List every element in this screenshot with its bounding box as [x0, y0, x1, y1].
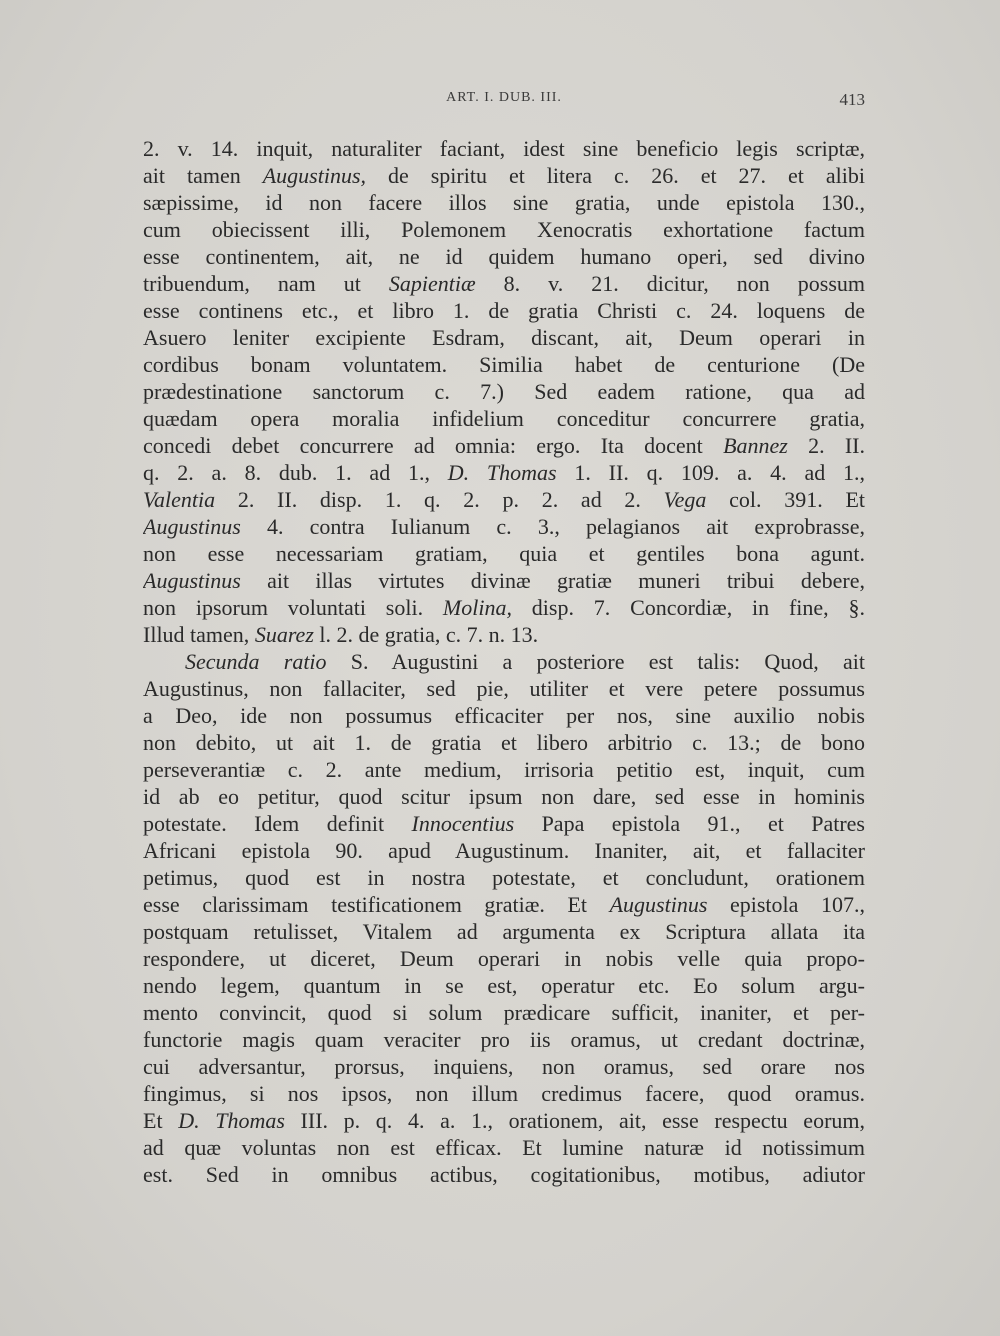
text-line: [143, 216, 865, 243]
italic-citation: D. Thomas: [447, 460, 557, 485]
text-line: [143, 567, 865, 594]
text-line: [143, 972, 865, 999]
text-segment: III. p. q. 4. a. 1., orationem, ait, esse respectu eorum,: [284, 1108, 865, 1133]
text-line: [143, 297, 865, 324]
text-segment: S. Augustini a posteriore est talis: Quod, ait: [326, 649, 865, 674]
text-segment: non ipsorum voluntati soli.: [143, 595, 443, 620]
text-segment: Papa epistola 91., et Patres: [514, 811, 865, 836]
text-segment: 2. v. 14. inquit, naturaliter faciant, idest sine beneficio legis scriptæ,: [143, 136, 865, 161]
italic-citation: Secunda ratio: [185, 649, 327, 674]
text-segment: epistola 107.,: [707, 892, 865, 917]
page-number: 413: [839, 90, 865, 109]
text-segment: de spiritu et litera c. 26. et 27. et alibi: [366, 163, 865, 188]
text-segment: petimus, quod est in nostra potestate, et concludunt, orationem: [143, 865, 865, 890]
text-line: [143, 1107, 865, 1134]
text-segment: est. Sed in omnibus actibus, cogitationibus, motibus, adiutor: [143, 1162, 865, 1187]
text-segment: esse continentem, ait, ne id quidem humano operi, sed divino: [143, 244, 865, 269]
text-segment: 2. II. disp. 1. q. 2. p. 2. ad 2.: [215, 487, 664, 512]
text-segment: cordibus bonam voluntatem. Similia habet de centurione (De: [143, 352, 865, 377]
text-line: [143, 1053, 865, 1080]
text-segment: concedi debet concurrere ad omnia: ergo. Ita docent: [143, 433, 724, 458]
text-segment: esse clarissimam testificationem gratiæ. Et: [143, 892, 610, 917]
text-line: [143, 459, 865, 486]
text-line: [143, 648, 865, 675]
text-segment: Augustinus, non fallaciter, sed pie, utiliter et vere petere possumus: [143, 676, 865, 701]
text-segment: perseverantiæ c. 2. ante medium, irrisoria petitio est, inquit, cum: [143, 757, 865, 782]
text-segment: 1. II. q. 109. a. 4. ad 1.,: [556, 460, 865, 485]
text-segment: quædam opera moralia infidelium conceditur concurrere gratia,: [143, 406, 865, 431]
italic-citation: Sapientiæ: [388, 271, 476, 296]
text-line: [143, 270, 865, 297]
text-line: [143, 1134, 865, 1161]
italic-citation: Bannez: [723, 433, 788, 458]
text-segment: ad quæ voluntas non est efficax. Et lumine naturæ id notissimum: [143, 1135, 865, 1160]
text-line: [143, 351, 865, 378]
text-segment: non debito, ut ait 1. de gratia et libero arbitrio c. 13.; de bono: [143, 730, 865, 755]
text-line: [143, 540, 865, 567]
text-segment: 8. v. 21. dicitur, non possum: [475, 271, 865, 296]
text-segment: cui adversantur, prorsus, inquiens, non oramus, sed orare nos: [143, 1054, 865, 1079]
text-segment: non esse necessariam gratiam, quia et gentiles bona agunt.: [143, 541, 865, 566]
italic-citation: Valentia: [143, 487, 216, 512]
text-segment: respondere, ut diceret, Deum operari in nobis velle quia propo-: [143, 946, 865, 971]
text-line: [143, 729, 865, 756]
text-line: [143, 891, 865, 918]
text-line: [143, 675, 865, 702]
text-segment: sæpissime, id non facere illos sine gratia, unde epistola 130.,: [143, 190, 865, 215]
text-line: [143, 837, 865, 864]
text-line: [143, 756, 865, 783]
italic-citation: D. Thomas: [178, 1108, 285, 1133]
text-segment: disp. 7. Concordiæ, in fine, §.: [511, 595, 865, 620]
text-line: [143, 243, 865, 270]
text-line: [143, 702, 865, 729]
text-line: [143, 594, 865, 621]
text-line: [143, 1080, 865, 1107]
text-line: [143, 864, 865, 891]
text-segment: fingimus, si nos ipsos, non illum credimus facere, quod oramus.: [143, 1081, 865, 1106]
text-line: [143, 405, 865, 432]
text-segment: id ab eo petitur, quod scitur ipsum non dare, sed esse in hominis: [143, 784, 865, 809]
text-segment: Et: [143, 1108, 179, 1133]
italic-citation: Augustinus,: [262, 163, 367, 188]
text-segment: nendo legem, quantum in se est, operatur etc. Eo solum argu-: [143, 973, 865, 998]
text-segment: q. 2. a. 8. dub. 1. ad 1.,: [143, 460, 448, 485]
italic-citation: Augustinus: [143, 514, 241, 539]
text-segment: mento convincit, quod si solum prædicare sufficit, inaniter, et per-: [143, 1000, 865, 1025]
italic-citation: Suarez: [254, 622, 314, 647]
text-segment: Africani epistola 90. apud Augustinum. Inaniter, ait, et fallaciter: [143, 838, 865, 863]
text-segment: l. 2. de gratia, c. 7. n. 13.: [313, 622, 539, 647]
text-line: [143, 513, 865, 540]
text-line: [143, 432, 865, 459]
text-segment: Illud tamen,: [143, 622, 255, 647]
text-line: [143, 1161, 865, 1188]
text-segment: a Deo, ide non possumus efficaciter per nos, sine auxilio nobis: [143, 703, 865, 728]
text-line: [143, 1026, 865, 1053]
text-line: [143, 378, 865, 405]
text-line: [143, 189, 865, 216]
text-segment: ait illas virtutes divinæ gratiæ muneri tribui debere,: [240, 568, 865, 593]
text-segment: potestate. Idem definit: [143, 811, 412, 836]
text-line: [143, 783, 865, 810]
italic-citation: Innocentius: [411, 811, 515, 836]
text-segment: cum obiecissent illi, Polemonem Xenocratis exhortatione factum: [143, 217, 865, 242]
running-head: [143, 90, 865, 114]
italic-citation: Augustinus: [609, 892, 708, 917]
text-segment: 2. II.: [787, 433, 865, 458]
text-line: [143, 162, 865, 189]
body-text: [143, 135, 865, 1188]
text-line: [143, 324, 865, 351]
text-segment: functorie magis quam veraciter pro iis oramus, ut credant doctrinæ,: [143, 1027, 865, 1052]
text-line: [143, 810, 865, 837]
text-line: [143, 945, 865, 972]
text-segment: 4. contra Iulianum c. 3., pelagianos ait exprobrasse,: [240, 514, 865, 539]
text-line: [143, 135, 865, 162]
italic-citation: Molina,: [442, 595, 512, 620]
text-segment: tribuendum, nam ut: [143, 271, 389, 296]
text-line: [143, 621, 865, 648]
text-line: [143, 918, 865, 945]
text-segment: postquam retulisset, Vitalem ad argumenta ex Scriptura allata ita: [143, 919, 865, 944]
italic-citation: Augustinus: [143, 568, 241, 593]
italic-citation: Vega: [663, 487, 707, 512]
text-segment: prædestinatione sanctorum c. 7.) Sed eadem ratione, qua ad: [143, 379, 865, 404]
text-segment: Asuero leniter excipiente Esdram, discant, ait, Deum operari in: [143, 325, 865, 350]
text-segment: ait tamen: [143, 163, 263, 188]
text-segment: col. 391. Et: [706, 487, 865, 512]
text-line: [143, 999, 865, 1026]
running-head-title: ART. I. DUB. III.: [446, 90, 562, 105]
text-line: [143, 486, 865, 513]
text-segment: esse continens etc., et libro 1. de gratia Christi c. 24. loquens de: [143, 298, 865, 323]
